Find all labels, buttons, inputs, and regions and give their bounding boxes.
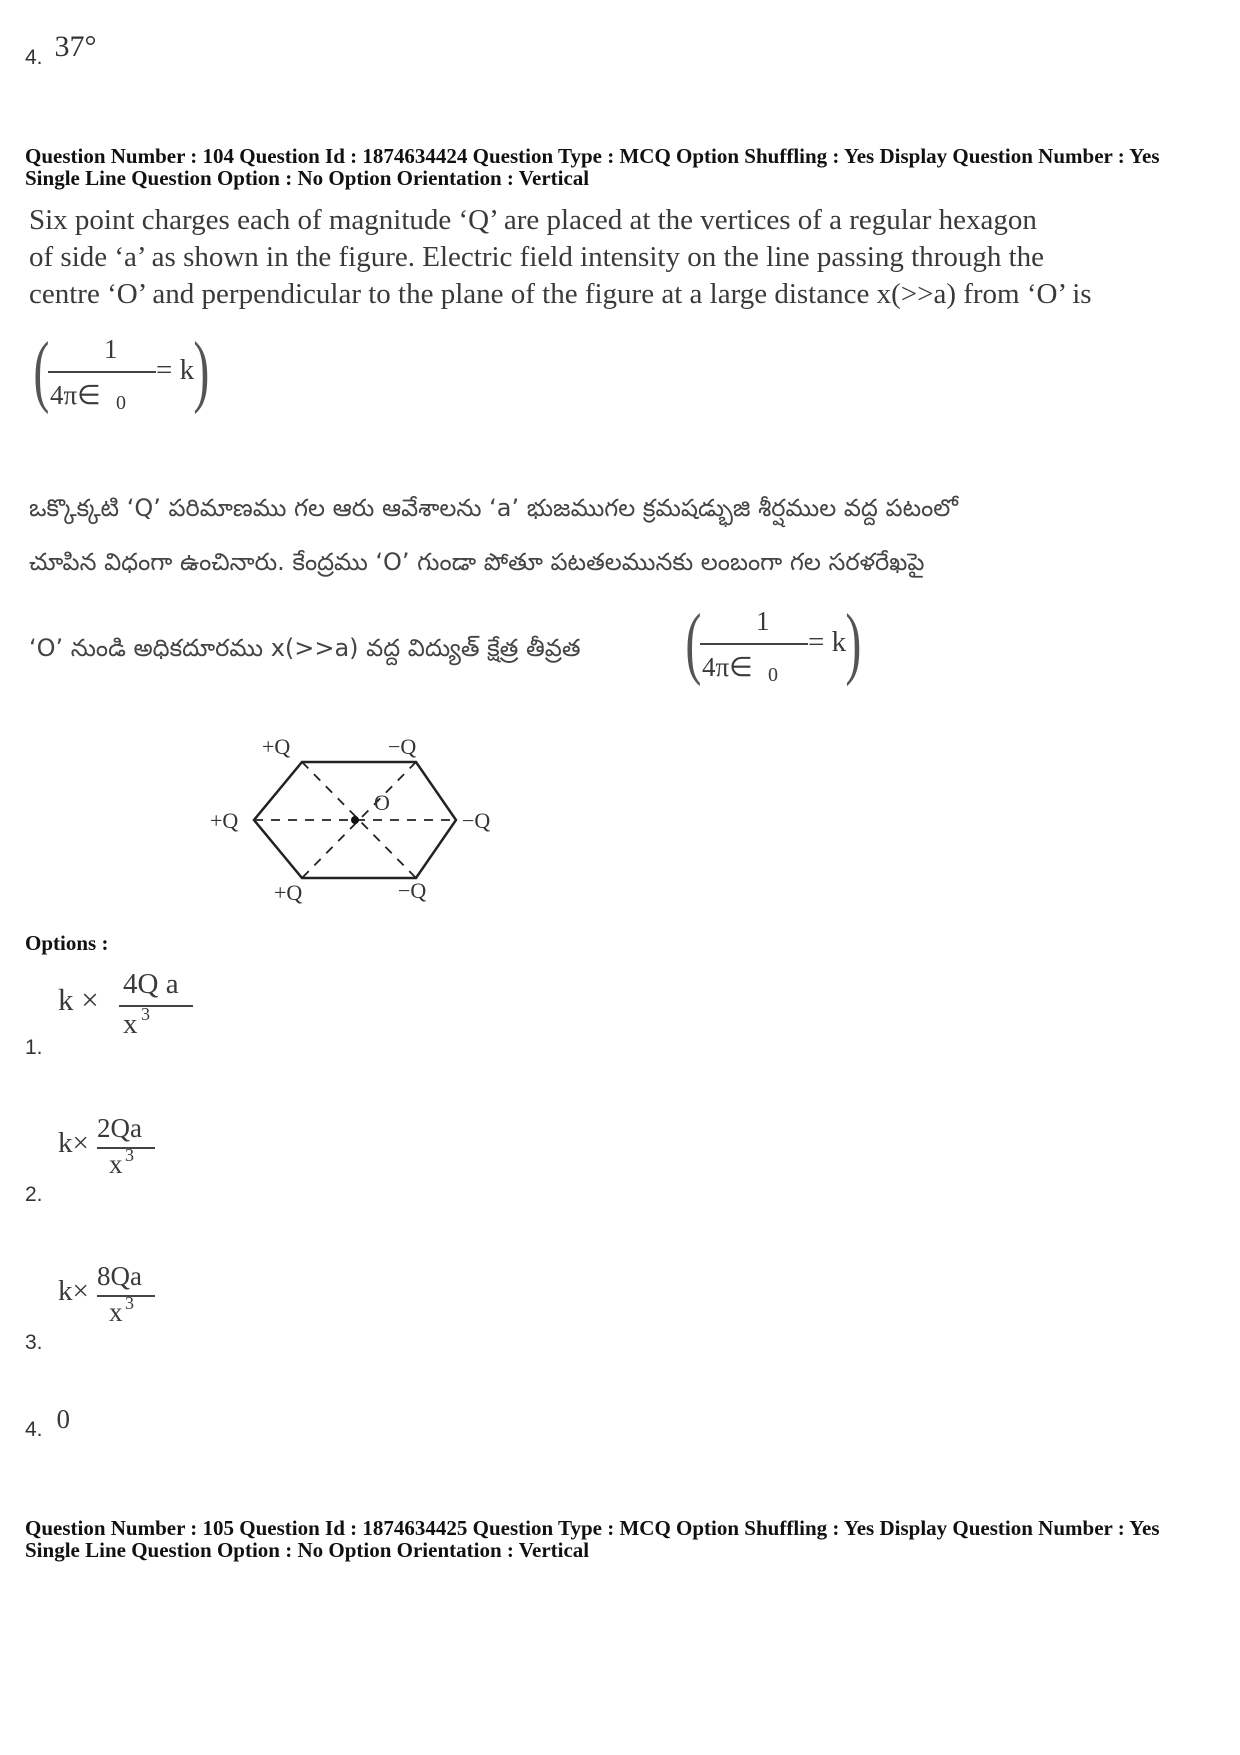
meta-line-1: Question Number : 105 Question Id : 1874634425 Question Type : MCQ Option Shuffling : Yes Display Question Number : Yes xyxy=(25,1516,1160,1540)
meta-line-2: Single Line Question Option : No Option Orientation : Vertical xyxy=(25,1538,590,1562)
telugu-line-3: ‘O’ నుండి అధికదూరము x(>>a) వద్ద విద్యుత్ క్షేత్ర తీవ్రత xyxy=(29,634,581,662)
option-number: 3. xyxy=(25,1331,43,1354)
label-bottom-right: −Q xyxy=(398,878,427,903)
option-value: 37° xyxy=(54,30,97,63)
meta-line-1: Question Number : 104 Question Id : 1874634424 Question Type : MCQ Option Shuffling : Yes Display Question Number : Yes xyxy=(25,144,1160,168)
question-105-meta xyxy=(25,1517,1160,1561)
formula-english: ( 1 4π∈ 0 = k ) xyxy=(33,327,210,415)
label-centre: O xyxy=(374,790,390,815)
option-3[interactable] xyxy=(25,1253,285,1363)
option-number: 2. xyxy=(25,1183,43,1206)
formula-subscript: 0 xyxy=(768,664,778,686)
centre-point xyxy=(351,816,359,824)
option-numerator: 8Qa xyxy=(97,1261,142,1291)
label-right: −Q xyxy=(462,808,491,833)
label-left: +Q xyxy=(210,808,239,833)
hexagon-charge-figure xyxy=(200,720,520,920)
formula-numerator: 1 xyxy=(756,606,770,636)
option-denominator: x xyxy=(109,1149,123,1179)
option-power: 3 xyxy=(125,1145,134,1165)
option-number: 4. xyxy=(25,46,43,69)
formula-rhs: = k xyxy=(808,626,847,658)
option-2[interactable] xyxy=(25,1105,285,1215)
formula-rhs: = k xyxy=(156,354,195,386)
option-prefix: k × xyxy=(58,982,99,1017)
question-line-1: Six point charges each of magnitude ‘Q’ are placed at the vertices of a regular hexagon xyxy=(29,204,1037,236)
option-denominator: x xyxy=(109,1297,123,1327)
label-bottom-left: +Q xyxy=(274,880,303,905)
option-numerator: 4Q a xyxy=(123,968,179,1000)
option-value: 0 xyxy=(56,1404,71,1434)
meta-line-2: Single Line Question Option : No Option Orientation : Vertical xyxy=(25,166,590,190)
option-denominator: x xyxy=(123,1008,138,1040)
option-power: 3 xyxy=(125,1293,134,1313)
option-number: 4. xyxy=(25,1418,43,1441)
formula-denominator: 4π∈ xyxy=(702,652,753,682)
options-heading: Options : xyxy=(25,931,109,955)
option-power: 3 xyxy=(141,1004,150,1024)
formula-numerator: 1 xyxy=(104,334,118,364)
prev-option-4[interactable] xyxy=(25,30,97,69)
label-top-right: −Q xyxy=(388,734,417,759)
option-numerator: 2Qa xyxy=(97,1113,142,1143)
option-prefix: k× xyxy=(58,1275,89,1307)
formula-telugu: ( 1 4π∈ 0 = k ) xyxy=(685,599,862,687)
question-line-3: centre ‘O’ and perpendicular to the plane of the figure at a large distance x(>>a) from ‘O’ is xyxy=(29,278,1092,310)
option-prefix: k× xyxy=(58,1127,89,1159)
option-number: 1. xyxy=(25,1036,43,1059)
question-104-meta xyxy=(25,145,1160,189)
option-4[interactable] xyxy=(25,1404,71,1441)
option-1[interactable] xyxy=(25,960,285,1070)
question-text-english xyxy=(29,202,1092,313)
formula-subscript: 0 xyxy=(116,392,126,414)
question-line-2: of side ‘a’ as shown in the figure. Electric field intensity on the line passing through the xyxy=(29,241,1045,273)
telugu-line-1: ఒక్కొక్కటి ‘Q’ పరిమాణము గల ఆరు ఆవేశాలను ‘a’ భుజముగల క్రమషడ్భుజి శీర్షముల వద్ద పటంలో xyxy=(29,494,958,522)
telugu-line-2: చూపిన విధంగా ఉంచినారు. కేంద్రము ‘O’ గుండా పోతూ పటతలమునకు లంబంగా గల సరళరేఖపై xyxy=(29,548,925,576)
formula-denominator: 4π∈ xyxy=(50,380,101,410)
label-top-left: +Q xyxy=(262,734,291,759)
